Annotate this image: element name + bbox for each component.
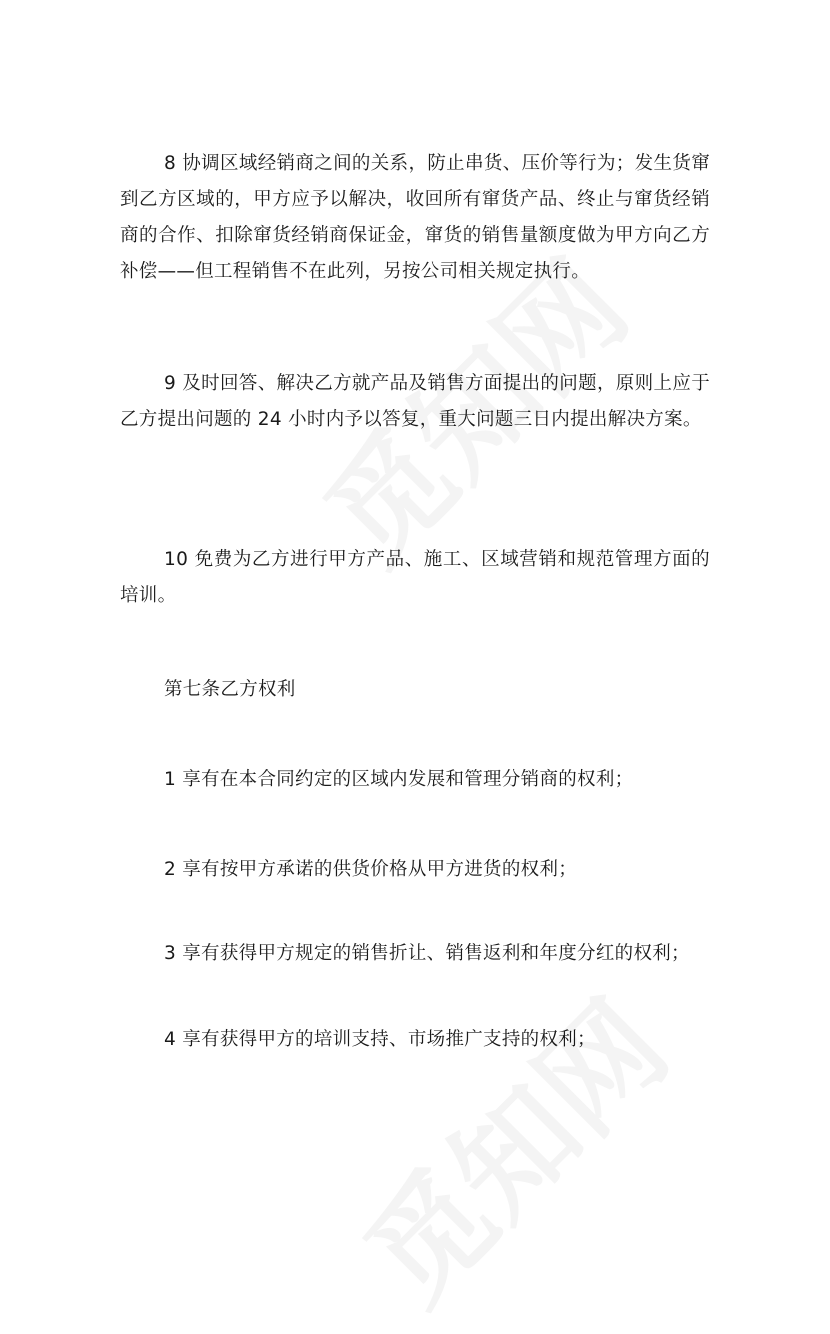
paragraph-right-4: 4 享有获得甲方的培训支持、市场推广支持的权利；: [164, 1029, 596, 1050]
paragraph-right-3: 3 享有获得甲方规定的销售折让、销售返利和年度分红的权利；: [164, 943, 690, 964]
paragraph-item-10: 10 免费为乙方进行甲方产品、施工、区域营销和规范管理方面的培训。: [120, 549, 710, 606]
watermark: [322, 958, 698, 1334]
paragraph-item-8: 8 协调区域经销商之间的关系，防止串货、压价等行为；发生货窜到乙方区域的，甲方应予以解决，收回所有窜货产品、终止与窜货经销商的合作、扣除窜货经销商保证金，窜货的销售量额度做为甲方向乙方补偿——但工程销售不在此列，另按公司相关规定执行。: [120, 153, 710, 282]
paragraph-item-9: 9 及时回答、解决乙方就产品及销售方面提出的问题，原则上应于乙方提出问题的 24 小时内予以答复，重大问题三日内提出解决方案。: [120, 373, 710, 430]
paragraph-right-2: 2 享有按甲方承诺的供货价格从甲方进货的权利；: [164, 859, 578, 880]
section-heading: 第七条乙方权利: [164, 679, 296, 700]
paragraph-right-1: 1 享有在本合同约定的区域内发展和管理分销商的权利；: [164, 769, 634, 790]
